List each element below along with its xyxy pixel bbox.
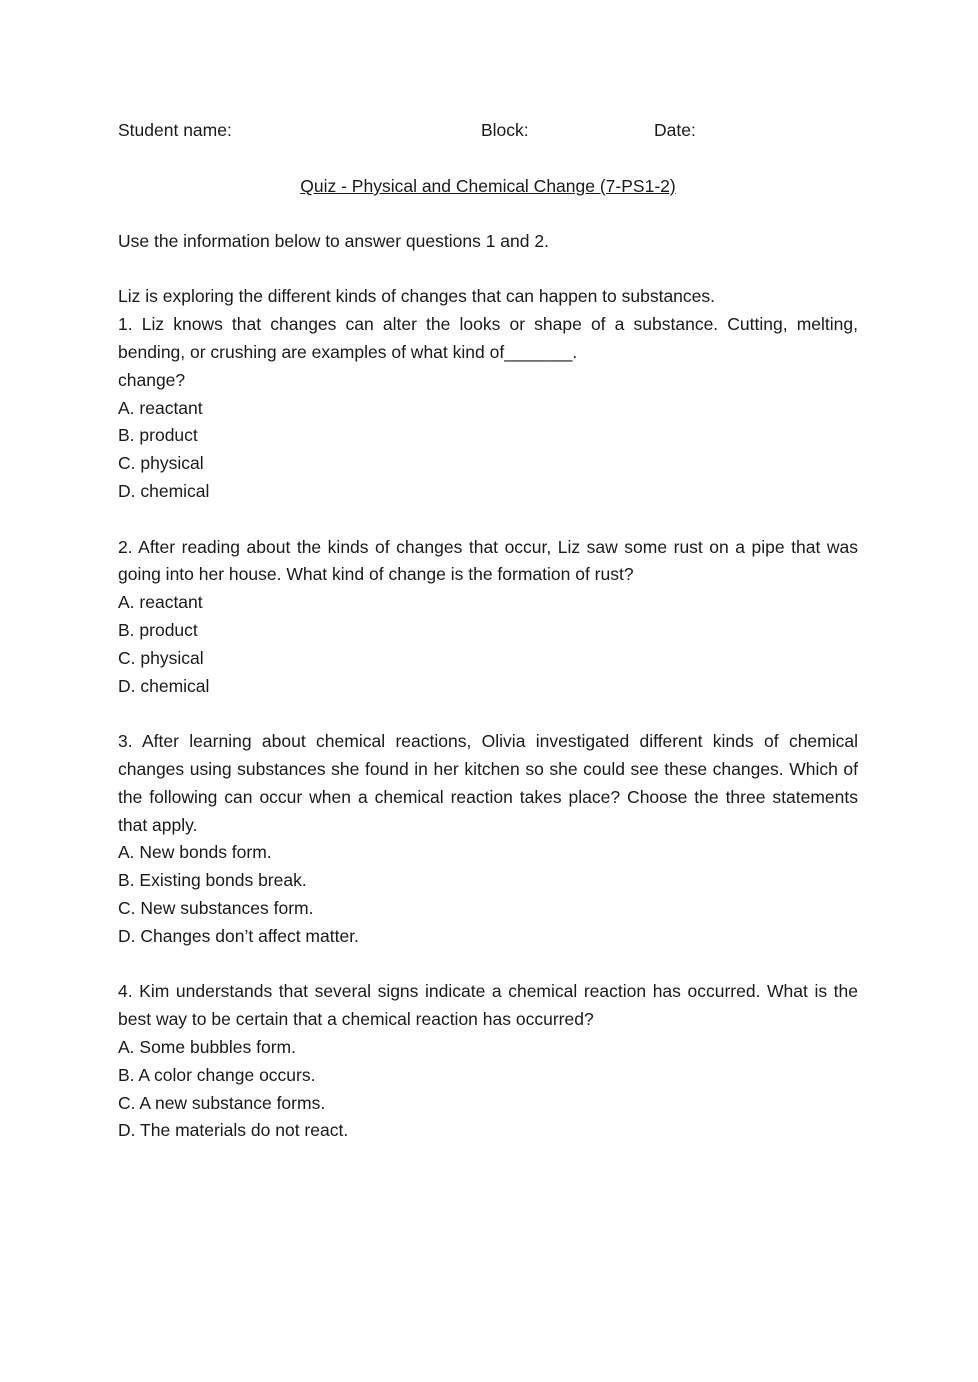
question-4-option-b[interactable]: B. A color change occurs.: [118, 1064, 316, 1085]
question-1: [118, 311, 858, 506]
question-1-option-a[interactable]: A. reactant: [118, 397, 203, 418]
question-2-option-b[interactable]: B. product: [118, 619, 198, 640]
question-1-option-d[interactable]: D. chemical: [118, 480, 210, 501]
question-1-stem: 1. Liz knows that changes can alter the looks or shape of a substance. Cutting, melting, bending, or crushing are examples of what kind of_______.: [118, 314, 858, 362]
spacer: [118, 700, 858, 728]
date-label: Date:: [654, 120, 696, 140]
question-1-stem-continued: change?: [118, 369, 186, 390]
quiz-title: Quiz - Physical and Chemical Change (7-PS1-2): [300, 176, 676, 196]
spacer: [118, 951, 858, 979]
question-3: [118, 728, 858, 950]
question-2: [118, 534, 858, 701]
question-4: [118, 978, 858, 1145]
question-2-stem: 2. After reading about the kinds of changes that occur, Liz saw some rust on a pipe that was going into her house. What kind of change is the formation of rust?: [118, 536, 858, 585]
quiz-page: [118, 117, 858, 1145]
student-name-label: Student name:: [118, 120, 232, 140]
question-1-option-c[interactable]: C. physical: [118, 453, 204, 474]
question-2-option-c[interactable]: C. physical: [118, 647, 204, 668]
question-4-option-d[interactable]: D. The materials do not react.: [118, 1120, 349, 1141]
question-4-option-c[interactable]: C. A new substance forms.: [118, 1092, 326, 1113]
question-3-option-d[interactable]: D. Changes don’t affect matter.: [118, 925, 359, 946]
intro-text: Liz is exploring the different kinds of changes that can happen to substances.: [118, 286, 716, 307]
spacer: [118, 506, 858, 534]
block-label: Block:: [481, 120, 529, 140]
question-2-option-d[interactable]: D. chemical: [118, 675, 210, 696]
spacer: [118, 256, 858, 284]
instructions: Use the information below to answer questions 1 and 2.: [118, 230, 549, 251]
question-4-option-a[interactable]: A. Some bubbles form.: [118, 1036, 296, 1057]
student-info-header: [118, 117, 858, 145]
question-3-option-c[interactable]: C. New substances form.: [118, 897, 314, 918]
question-3-stem: 3. After learning about chemical reactions, Olivia investigated different kinds of chemical changes using substances she found in her kitchen so she could see these changes. Which of the following can occur when a chemical reaction takes place? Choose the three statements that apply.: [118, 731, 858, 835]
question-4-stem: 4. Kim understands that several signs indicate a chemical reaction has occurred. What is the best way to be certain that a chemical reaction has occurred?: [118, 981, 858, 1030]
question-3-option-a[interactable]: A. New bonds form.: [118, 842, 272, 863]
question-3-option-b[interactable]: B. Existing bonds break.: [118, 870, 307, 891]
question-1-option-b[interactable]: B. product: [118, 425, 198, 446]
question-2-option-a[interactable]: A. reactant: [118, 592, 203, 613]
